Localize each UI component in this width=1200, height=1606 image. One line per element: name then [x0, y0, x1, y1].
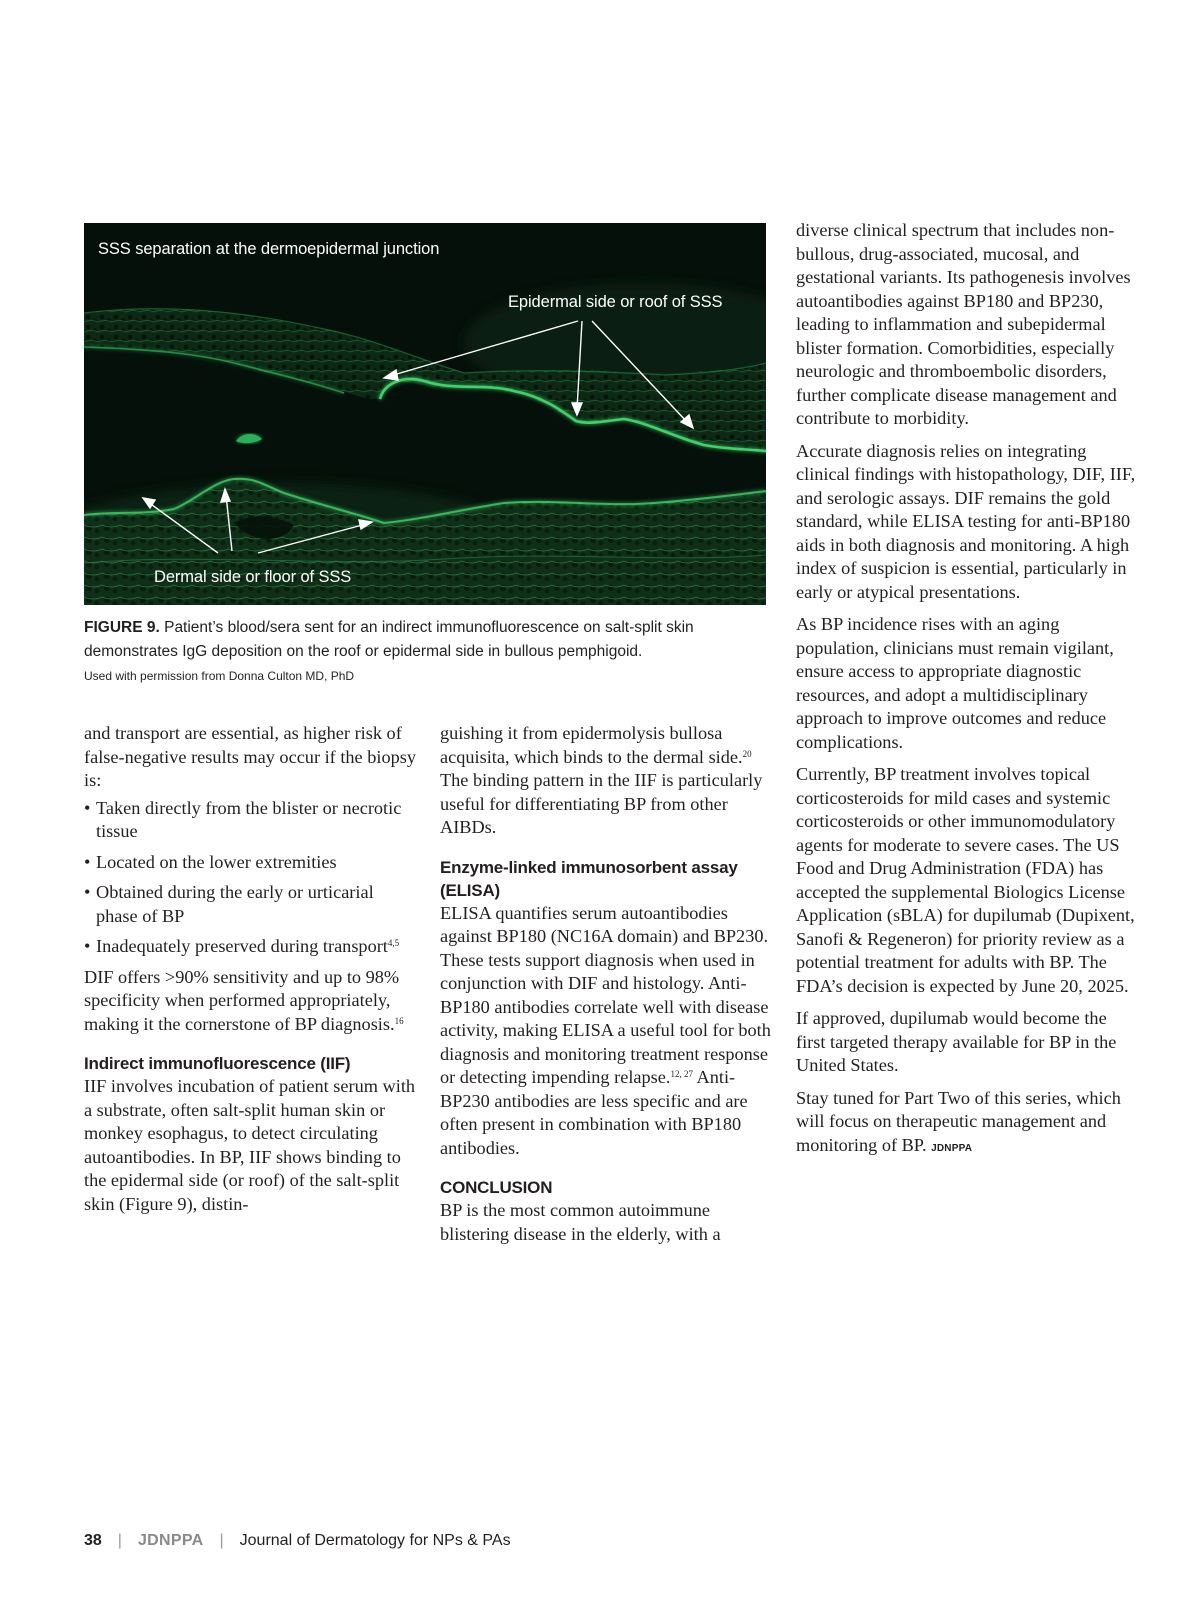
caption-figure-number: FIGURE 9.	[84, 619, 160, 636]
paragraph	[440, 902, 775, 1161]
paragraph-text: Stay tuned for Part Two of this series, which will focus on therapeutic management and monitoring of BP.	[796, 1087, 1121, 1155]
reference-superscript: 4,5	[387, 938, 400, 948]
paragraph: IIF involves incubation of patient serum with a substrate, often salt-split human skin or monkey esophagus, to detect circulating autoantibodies. In BP, IIF shows binding to the epidermal side (or roof) of the salt-split skin (Figure 9), distin-	[84, 1076, 416, 1214]
reference-superscript: 16	[394, 1015, 404, 1026]
caption-line-2: demonstrates IgG deposition on the roof or epidermal side in bullous pemphigoid.	[84, 643, 643, 660]
paragraph	[440, 722, 775, 840]
caption-text-1: Patient’s blood/sera sent for an indirect immunofluorescence on salt-split skin	[159, 619, 694, 636]
image-credit: Used with permission from Donna Culton MD, PhD	[84, 669, 355, 683]
column-1	[84, 722, 419, 1216]
paragraph-text: DIF offers >90% sensitivity and up to 98% specificity when performed appropriately, making it the cornerstone of BP diagnosis.	[84, 966, 400, 1034]
paragraph: diverse clinical spectrum that includes non-bullous, drug-associated, mucosal, and gestational variants. Its pathogenesis involves autoantibodies against BP180 and BP230, leading to inflammation and subepidermal blister formation. Comorbidities, especially neurologic and thromboembolic disorders, further complicate disease management and contribute to morbidity.	[796, 220, 1131, 428]
list-item: • Obtained during the early or urticarial phase of BP	[84, 881, 419, 928]
floor-label: Dermal side or floor of SSS	[154, 568, 352, 586]
section-heading-conclusion: CONCLUSION	[440, 1178, 553, 1197]
fluorescence-micrograph	[84, 223, 766, 605]
footer-separator: |	[117, 1532, 122, 1549]
reference-superscript: 12, 27	[670, 1069, 693, 1079]
list-item: • Located on the lower extremities	[84, 851, 419, 875]
paragraph-text: ELISA quantifies serum autoantibodies against BP180 (NC16A domain) and BP230. These tests support diagnosis when used in conjunction with DIF and histology. Anti-BP180 antibodies correlate well with disease activity, making ELISA a useful tool for both diagnosis and monitoring treatment response or detecting impending relapse.	[440, 902, 771, 1087]
figure-title-label: SSS separation at the dermoepidermal junction	[98, 240, 440, 258]
figure-caption	[84, 616, 766, 685]
paragraph	[796, 1087, 1136, 1161]
column-3	[796, 219, 1136, 1160]
paragraph: As BP incidence rises with an aging population, clinicians must remain vigilant, ensure access to appropriate diagnostic resources, and adopt a multidisciplinary approach to improve outcomes and reduce complications.	[796, 614, 1114, 752]
paragraph: BP is the most common autoimmune blistering disease in the elderly, with a	[440, 1200, 721, 1244]
paragraph	[84, 966, 419, 1037]
paragraph-text: guishing it from epidermolysis bullosa acquisita, which binds to the dermal side.	[440, 723, 743, 767]
column-2	[440, 722, 775, 1246]
paragraph: If approved, dupilumab would become the first targeted therapy available for BP in the United States.	[796, 1008, 1117, 1075]
immunofluorescence-figure	[84, 223, 766, 605]
paragraph: and transport are essential, as higher risk of false-negative results may occur if the biopsy is:	[84, 723, 416, 790]
footer-separator: |	[219, 1532, 224, 1549]
paragraph: Currently, BP treatment involves topical corticosteroids for mild cases and systemic corticosteroids or other immunomodulatory agents for moderate to severe cases. The US Food and Drug Administration (FDA) has accepted the supplemental Biologics License Application (sBLA) for dupilumab (Dupixent, Sanofi & Regeneron) for priority review as a potential treatment for adults with BP. The FDA’s decision is expected by June 20, 2025.	[796, 764, 1135, 996]
list-item-text: Inadequately preserved during transport	[96, 936, 388, 956]
biopsy-risk-list	[84, 797, 419, 959]
reference-superscript: 20	[742, 748, 752, 759]
paragraph-text: Anti-BP230 antibodies are less specific and are often present in combination with BP180 antibodies.	[440, 1067, 748, 1158]
list-item	[84, 935, 419, 959]
section-heading-iif: Indirect immunofluorescence (IIF)	[84, 1054, 351, 1073]
roof-label: Epidermal side or roof of SSS	[508, 293, 723, 311]
caption-line-1	[84, 616, 766, 640]
paragraph-text: The binding pattern in the IIF is particularly useful for differentiating BP from other AIBDs.	[440, 770, 763, 837]
journal-signoff: JDNPPA	[931, 1142, 973, 1154]
list-item: • Taken directly from the blister or necrotic tissue	[84, 797, 419, 844]
journal-name: Journal of Dermatology for NPs & PAs	[239, 1532, 511, 1549]
page-footer	[84, 1532, 511, 1550]
page-number: 38	[84, 1532, 102, 1549]
section-heading-elisa: Enzyme-linked immunosorbent assay (ELISA)	[440, 857, 738, 900]
paragraph: Accurate diagnosis relies on integrating clinical findings with histopathology, DIF, IIF, and serologic assays. DIF remains the gold standard, while ELISA testing for anti-BP180 aids in both diagnosis and monitoring. A high index of suspicion is essential, particularly in early or atypical presentations.	[796, 440, 1136, 602]
journal-abbreviation: JDNPPA	[137, 1532, 204, 1549]
